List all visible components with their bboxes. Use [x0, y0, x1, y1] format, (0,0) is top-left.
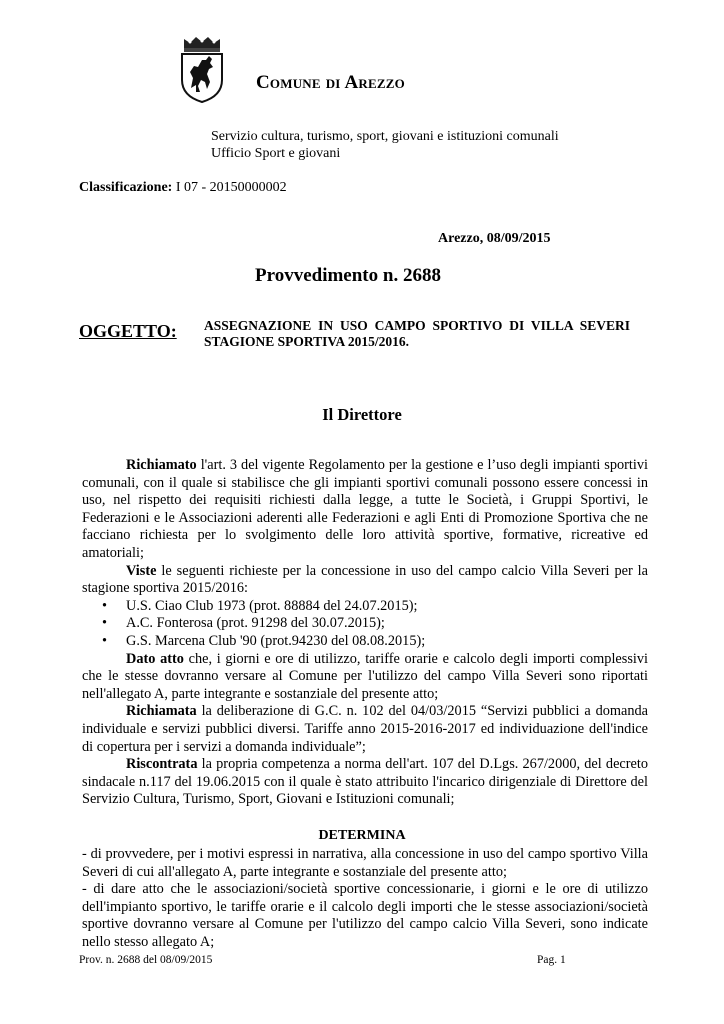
organization-name: Comune di Arezzo: [256, 72, 405, 93]
subject-text: ASSEGNAZIONE IN USO CAMPO SPORTIVO DI VILLA SEVERI STAGIONE SPORTIVA 2015/2016.: [204, 318, 630, 349]
paragraph-lead: Riscontrata: [126, 756, 198, 773]
paragraph-text: la deliberazione di G.C. n. 102 del 04/03/2015 “Servizi pubblici a domanda individuale e servizi pubblici diversi. Tariffe anno 2015-2016-2017 ed individuazione dell'indice di copertura per i servizi a domanda individuale”;: [82, 703, 648, 755]
paragraph-text: l'art. 3 del vigente Regolamento per la gestione e l’uso degli impianti sportivi comunali, con il quale si stabilisce che gli impianti sportivi comunali possono essere concessi in uso, nel rispetto dei requisiti richiesti dalla legge, a tutte le Società, i Gruppi Sportivi, le Federazioni e le Associazioni aderenti alle Federazioni e agli Enti di Promozione Sportiva che ne facciano richiesta per lo svolgimento delle loro attività sportive, formative, ricreative ed amatoriali;: [82, 457, 648, 561]
determina-item: - di provvedere, per i motivi espressi in narrativa, alla concessione in uso del campo sportivo Villa Severi di cui all'allegato A, parte integrante e sostanziale del presente atto;: [82, 846, 648, 880]
paragraph-viste: [82, 563, 648, 598]
determina-heading: DETERMINA: [318, 828, 406, 843]
paragraph-dato-atto: [82, 651, 648, 704]
footer-reference: Prov. n. 2688 del 08/09/2015: [79, 954, 213, 966]
page-number: Pag. 1: [537, 954, 566, 966]
paragraph-text: le seguenti richieste per la concessione in uso del campo calcio Villa Severi per la stagione sportiva 2015/2016:: [82, 562, 648, 597]
department-info: [211, 128, 559, 162]
paragraph-text: la propria competenza a norma dell'art. 107 del D.Lgs. 267/2000, del decreto sindacale n.117 del 19.06.2015 con il quale è stato attribuito l'incarico dirigenziale di Direttore del Servizio Cultura, Turismo, Sport, Giovani e Istituzioni comunali;: [82, 756, 648, 808]
list-item: • G.S. Marcena Club '90 (prot.94230 del 08.08.2015);: [82, 633, 648, 651]
document-title: Provvedimento n. 2688: [255, 265, 441, 286]
paragraph-lead: Dato atto: [126, 650, 184, 667]
paragraph-richiamato: [82, 457, 648, 563]
coat-of-arms-icon: [176, 36, 228, 104]
paragraph-lead: Richiamata: [126, 703, 197, 720]
paragraph-lead: Viste: [126, 562, 157, 579]
paragraph-riscontrata: [82, 756, 648, 809]
place-date: Arezzo, 08/09/2015: [438, 231, 551, 246]
classification: [79, 180, 287, 196]
determina-item: - di dare atto che le associazioni/società sportive concessionarie, i giorni e le ore di utilizzo dell'impianto sportivo, le tariffe orarie e il calcolo degli importi che le stesse associazioni/società sportive dovranno versare al Comune per l'utilizzo del campo calcio Villa Severi, sono indicate nello stesso allegato A;: [82, 881, 648, 950]
paragraph-text: che, i giorni e ore di utilizzo, tariffe orarie e calcolo degli importi complessivi che le stesse dovranno versare al Comune per l'utilizzo del campo Villa Severi sono riportati nell'allegato A, parte integrante e sostanziale del presente atto;: [82, 650, 648, 702]
director-heading: Il Direttore: [322, 405, 402, 424]
office-line: Ufficio Sport e giovani: [211, 146, 341, 161]
classification-value: I 07 - 20150000002: [172, 180, 287, 195]
paragraph-lead: Richiamato: [126, 457, 197, 473]
preamble-body: [82, 457, 648, 809]
determina-body: [82, 846, 648, 952]
list-item: • U.S. Ciao Club 1973 (prot. 88884 del 24.07.2015);: [82, 598, 648, 616]
subject-label: OGGETTO:: [79, 321, 177, 341]
paragraph-richiamata: [82, 703, 648, 756]
classification-label: Classificazione:: [79, 180, 173, 195]
department-line: Servizio cultura, turismo, sport, giovani e istituzioni comunali: [211, 129, 559, 144]
list-item: • A.C. Fonterosa (prot. 91298 del 30.07.2015);: [82, 615, 648, 633]
requests-list: [82, 598, 648, 651]
